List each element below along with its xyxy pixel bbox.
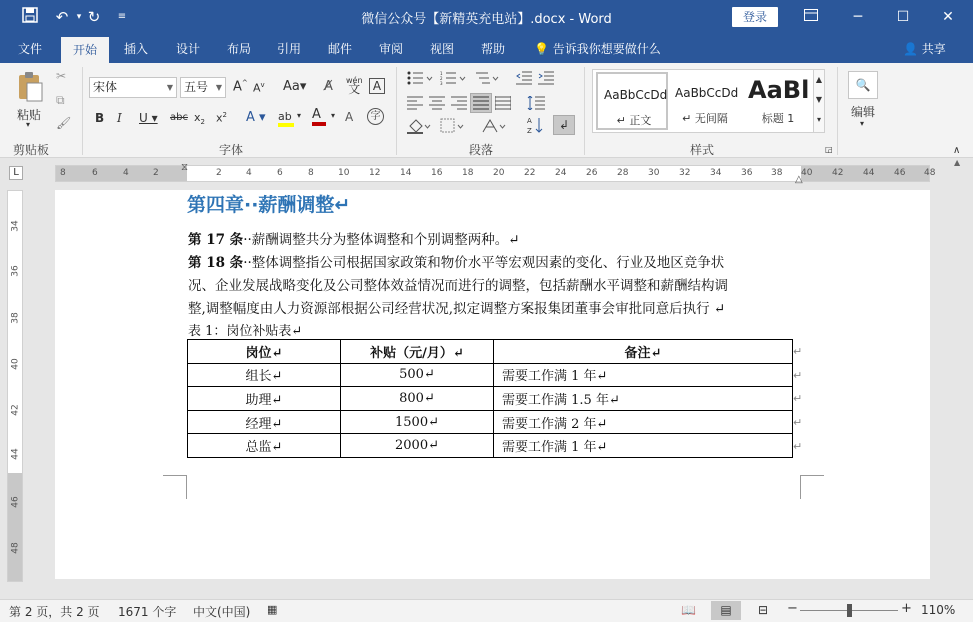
crop-mark xyxy=(800,475,824,499)
ruler-tick: 48 xyxy=(924,168,936,178)
status-bar xyxy=(0,599,973,622)
style-sample: AaBbCcDd xyxy=(604,88,668,102)
page-count[interactable]: 第 2 页，共 2 页 xyxy=(9,605,100,619)
font-group-label: 字体 xyxy=(219,143,244,157)
table-row xyxy=(188,363,793,387)
table-cell[interactable]: 需要工作满 1 年↵ xyxy=(494,434,793,458)
superscript-icon[interactable]: $x^2$ xyxy=(216,111,227,125)
ruler-tick: 10 xyxy=(338,168,350,178)
ruler-tick: 8 xyxy=(308,168,314,178)
read-mode-icon[interactable]: 📖 xyxy=(681,603,696,617)
ruler-tick: 40 xyxy=(10,358,21,370)
chinese-layout-icon[interactable] xyxy=(482,118,506,137)
login-button[interactable]: 登录 xyxy=(732,7,778,27)
font-name-select[interactable] xyxy=(89,77,177,98)
clipboard-group-label: 剪贴板 xyxy=(13,143,50,157)
ruler-tick: 46 xyxy=(10,496,21,508)
ruler-tick: 36 xyxy=(10,265,21,277)
svg-text:2: 2 xyxy=(440,76,443,81)
subscript-icon[interactable]: $x_2$ xyxy=(194,111,205,127)
change-case-icon[interactable]: Aa▾ xyxy=(283,79,307,94)
line-spacing-icon[interactable] xyxy=(527,96,551,113)
bullets-icon[interactable] xyxy=(407,71,433,88)
collapse-ribbon-icon[interactable]: ∧ xyxy=(953,145,961,156)
ruler-tick: 42 xyxy=(10,404,21,416)
tab-selector[interactable]: L xyxy=(9,166,23,180)
paragraph-group-label: 段落 xyxy=(469,143,494,157)
chevron-down-icon: ▼ xyxy=(166,83,173,92)
ruler-tick: 34 xyxy=(10,220,21,232)
svg-text:Z: Z xyxy=(527,127,532,134)
indent-marker[interactable]: ⧖ xyxy=(181,162,189,173)
macro-icon[interactable]: ▦ xyxy=(267,603,278,616)
format-painter-icon[interactable]: 🖌 xyxy=(56,116,72,130)
table-row xyxy=(188,410,793,434)
undo-dropdown-icon[interactable]: ▾ xyxy=(76,12,82,22)
multilevel-list-icon[interactable] xyxy=(474,71,500,88)
ruler-margin-bottom xyxy=(8,473,22,581)
shading-icon[interactable] xyxy=(407,118,431,137)
separator xyxy=(396,67,397,155)
svg-text:3: 3 xyxy=(440,81,443,85)
paste-dropdown-icon[interactable]: ▾ xyxy=(26,120,31,129)
minimize-icon[interactable]: ─ xyxy=(853,9,863,25)
tab-file[interactable]: 文件 xyxy=(18,42,43,56)
font-size-value: 五号 xyxy=(184,80,209,94)
styles-group-label: 样式 xyxy=(690,143,715,157)
crop-mark xyxy=(163,475,187,499)
ruler-tick: 4 xyxy=(246,168,252,178)
vertical-scrollbar[interactable] xyxy=(944,158,973,599)
sort-icon[interactable] xyxy=(527,116,543,137)
table-row xyxy=(188,434,793,458)
justify-button[interactable] xyxy=(470,93,492,113)
maximize-icon[interactable]: ☐ xyxy=(896,9,910,25)
style-sample: AaBbCcDd xyxy=(675,86,739,100)
right-indent-marker[interactable]: △ xyxy=(795,174,803,185)
style-name: 标题 1 xyxy=(761,112,795,125)
char-border-icon[interactable]: A xyxy=(369,78,385,94)
customize-qat-icon[interactable]: ≡ xyxy=(117,11,127,22)
chapter-heading[interactable]: 第四章··薪酬调整↵ xyxy=(187,194,351,216)
article-label: 第 17 条 xyxy=(188,232,244,248)
zoom-slider-thumb[interactable] xyxy=(847,604,852,617)
italic-icon[interactable]: I xyxy=(117,111,122,125)
table-cell[interactable]: 需要工作满 1.5 年↵ xyxy=(494,387,793,411)
dialog-launcher-icon[interactable]: ◲ xyxy=(825,145,833,154)
table-cell[interactable]: 经理↵ xyxy=(188,410,341,434)
chevron-down-icon: ▼ xyxy=(215,83,222,92)
paste-button[interactable] xyxy=(16,71,44,106)
table-cell[interactable]: 1500↵ xyxy=(341,410,494,434)
print-layout-icon[interactable]: ▤ xyxy=(711,601,741,620)
share-label: 共享 xyxy=(921,42,946,56)
article-label: 第 18 条 xyxy=(188,255,244,271)
tab-home[interactable]: 开始 xyxy=(61,37,109,63)
ruler-tick: 8 xyxy=(60,168,66,178)
tab-insert[interactable]: 插入 xyxy=(124,42,149,56)
lightbulb-icon: 💡 xyxy=(534,42,549,56)
show-marks-icon[interactable]: ↲ xyxy=(553,115,575,135)
article-18-line[interactable]: 况、企业发展战略变化及公司整体效益情况而进行的调整，包括薪酬水平调整和薪酬结构调 xyxy=(188,278,728,294)
table-cell[interactable]: 组长↵ xyxy=(188,363,341,387)
clear-format-icon[interactable]: A̸ xyxy=(324,79,333,94)
align-center-icon[interactable] xyxy=(429,96,445,113)
ruler-tick: 38 xyxy=(10,312,21,324)
web-layout-icon[interactable]: ⊟ xyxy=(758,603,769,617)
styles-gallery xyxy=(592,69,815,133)
column-header[interactable]: 补贴（元/月）↵ xyxy=(341,340,494,364)
table-cell[interactable]: 2000↵ xyxy=(341,434,494,458)
word-count[interactable]: 1671 个字 xyxy=(118,605,177,619)
table-cell[interactable]: 800↵ xyxy=(341,387,494,411)
zoom-in-icon[interactable]: + xyxy=(901,601,912,616)
ruler-tick: 12 xyxy=(369,168,381,178)
person-icon: 👤 xyxy=(903,42,918,56)
ruler-tick: 44 xyxy=(10,448,21,460)
phonetic-guide-icon[interactable]: wén 文 xyxy=(346,76,363,96)
article-text: ··薪酬调整共分为整体调整和个别调整两种。↵ xyxy=(243,232,520,248)
highlight-dropdown-icon[interactable]: ▾ xyxy=(297,111,302,120)
font-size-select[interactable] xyxy=(180,77,226,98)
ruler-tick: 2 xyxy=(216,168,222,178)
column-header[interactable]: 备注↵ xyxy=(494,340,793,364)
align-left-icon[interactable] xyxy=(407,96,423,113)
table-cell[interactable]: 需要工作满 2 年↵ xyxy=(494,410,793,434)
row-end-mark: ↵ xyxy=(793,345,803,358)
row-end-mark: ↵ xyxy=(793,369,803,382)
table-header-row xyxy=(188,340,793,364)
ribbon-tabs xyxy=(0,34,973,63)
ruler-tick: 32 xyxy=(679,168,691,178)
vertical-ruler[interactable] xyxy=(7,190,23,582)
editing-label[interactable]: 编辑 xyxy=(851,105,876,119)
distributed-icon[interactable] xyxy=(495,96,511,113)
tell-me-search[interactable] xyxy=(534,40,661,57)
share-button[interactable] xyxy=(903,40,946,57)
font-color-dropdown-icon[interactable]: ▾ xyxy=(331,111,336,120)
ruler-tick: 14 xyxy=(400,168,412,178)
ribbon xyxy=(0,63,973,158)
ruler-tick: 30 xyxy=(648,168,660,178)
enclose-char-icon[interactable]: 字 xyxy=(367,108,384,125)
style-name: ↵ 正文 xyxy=(616,114,652,127)
style-heading-1[interactable] xyxy=(742,72,814,130)
language[interactable]: 中文(中国) xyxy=(193,605,251,619)
styles-scroll[interactable]: ▲ ▼ ▾ xyxy=(813,69,825,133)
tab-view[interactable]: 视图 xyxy=(430,42,455,56)
article-text: ··整体调整指公司根据国家政策和物价水平等宏观因素的变化、行业及地区竞争状 xyxy=(243,255,725,271)
separator xyxy=(584,67,585,155)
close-icon[interactable]: ✕ xyxy=(942,9,954,25)
search-icon[interactable]: 🔍 xyxy=(848,71,878,99)
document-title: 微信公众号【新精英充电站】.docx - Word xyxy=(361,12,612,27)
tab-mailings[interactable]: 邮件 xyxy=(328,42,353,56)
numbering-icon[interactable] xyxy=(440,71,466,88)
table-caption[interactable]: 表 1：岗位补贴表↵ xyxy=(188,324,303,339)
tab-layout[interactable]: 布局 xyxy=(227,42,252,56)
justify-icon xyxy=(473,96,489,110)
tell-me-label: 告诉我你想要做什么 xyxy=(552,42,661,56)
scroll-up-icon[interactable]: ▲ xyxy=(954,158,961,167)
ruler-tick: 6 xyxy=(92,168,98,178)
ruler-tick: 18 xyxy=(462,168,474,178)
chevron-down-icon[interactable]: ▾ xyxy=(860,119,865,128)
redo-icon[interactable]: ↻ xyxy=(87,8,101,26)
ruler-tick: 26 xyxy=(586,168,598,178)
row-end-mark: ↵ xyxy=(793,416,803,429)
undo-icon[interactable]: ↶ xyxy=(55,8,69,26)
style-sample: AaBl xyxy=(748,76,810,104)
ruler-tick: 48 xyxy=(10,542,21,554)
article-18[interactable] xyxy=(188,251,724,271)
ruler-tick: 4 xyxy=(123,168,129,178)
paste-label: 粘贴 xyxy=(17,108,42,122)
font-name-value: 宋体 xyxy=(93,80,118,94)
ruler-tick: 24 xyxy=(555,168,567,178)
text-effects-icon[interactable]: A ▾ xyxy=(246,110,266,125)
strikethrough-icon[interactable]: abc xyxy=(170,112,188,123)
tab-review[interactable]: 审阅 xyxy=(379,42,404,56)
ruler-tick: 6 xyxy=(277,168,283,178)
row-end-mark: ↵ xyxy=(793,440,803,453)
ruler-tick: 46 xyxy=(894,168,906,178)
table-cell[interactable]: 总监↵ xyxy=(188,434,341,458)
ruler-tick: 22 xyxy=(524,168,536,178)
ruler-margin-left xyxy=(56,166,187,181)
article-18-line[interactable]: 整,调整幅度由人力资源部根据公司经营状况,拟定调整方案报集团董事会审批同意后执行 ↵ xyxy=(188,301,726,317)
highlight-icon[interactable]: ab xyxy=(278,109,294,127)
shrink-font-icon[interactable]: $A^v$ xyxy=(253,81,265,95)
ruler-tick: 44 xyxy=(863,168,875,178)
separator xyxy=(82,67,83,155)
copy-icon[interactable]: ⧉ xyxy=(56,93,65,107)
table-cell[interactable]: 助理↵ xyxy=(188,387,341,411)
row-end-mark: ↵ xyxy=(793,392,803,405)
zoom-level[interactable]: 110% xyxy=(921,603,956,617)
ruler-tick: 34 xyxy=(710,168,722,178)
title-bar xyxy=(0,0,973,34)
tab-references[interactable]: 引用 xyxy=(277,42,302,56)
ruler-tick: 42 xyxy=(832,168,844,178)
char-shading-icon[interactable]: A xyxy=(345,110,354,124)
font-color-icon[interactable]: A xyxy=(312,107,326,126)
decrease-indent-icon[interactable] xyxy=(516,71,532,88)
table-cell[interactable]: 需要工作满 1 年↵ xyxy=(494,363,793,387)
tab-help[interactable]: 帮助 xyxy=(481,42,506,56)
ruler-tick: 20 xyxy=(493,168,505,178)
tab-design[interactable]: 设计 xyxy=(176,42,201,56)
ruler-tick: 38 xyxy=(771,168,783,178)
table-cell[interactable]: 500↵ xyxy=(341,363,494,387)
style-normal[interactable] xyxy=(596,72,668,130)
column-header[interactable]: 岗位↵ xyxy=(188,340,341,364)
ruler-tick: 36 xyxy=(741,168,753,178)
underline-icon[interactable]: U ▾ xyxy=(139,111,158,125)
allowance-table[interactable] xyxy=(187,339,793,458)
grow-font-icon[interactable]: A^ xyxy=(233,79,248,95)
cut-icon[interactable]: ✂ xyxy=(56,69,67,83)
bold-icon[interactable]: B xyxy=(95,111,105,125)
table-row xyxy=(188,387,793,411)
ruler-tick: 40 xyxy=(801,168,813,178)
ruler-tick: 28 xyxy=(617,168,629,178)
ruler-tick: 2 xyxy=(153,168,159,178)
svg-text:1: 1 xyxy=(440,71,443,76)
style-name: ↵ 无间隔 xyxy=(682,112,728,125)
ruler-tick: 16 xyxy=(431,168,443,178)
align-right-icon[interactable] xyxy=(451,96,467,113)
ribbon-display-icon[interactable] xyxy=(796,6,826,28)
svg-text:A: A xyxy=(527,117,532,125)
style-no-spacing[interactable] xyxy=(669,72,741,130)
borders-icon[interactable] xyxy=(440,118,464,137)
separator xyxy=(837,67,838,155)
article-17[interactable] xyxy=(188,228,520,248)
zoom-out-icon[interactable]: − xyxy=(787,601,798,616)
increase-indent-icon[interactable] xyxy=(538,71,554,88)
